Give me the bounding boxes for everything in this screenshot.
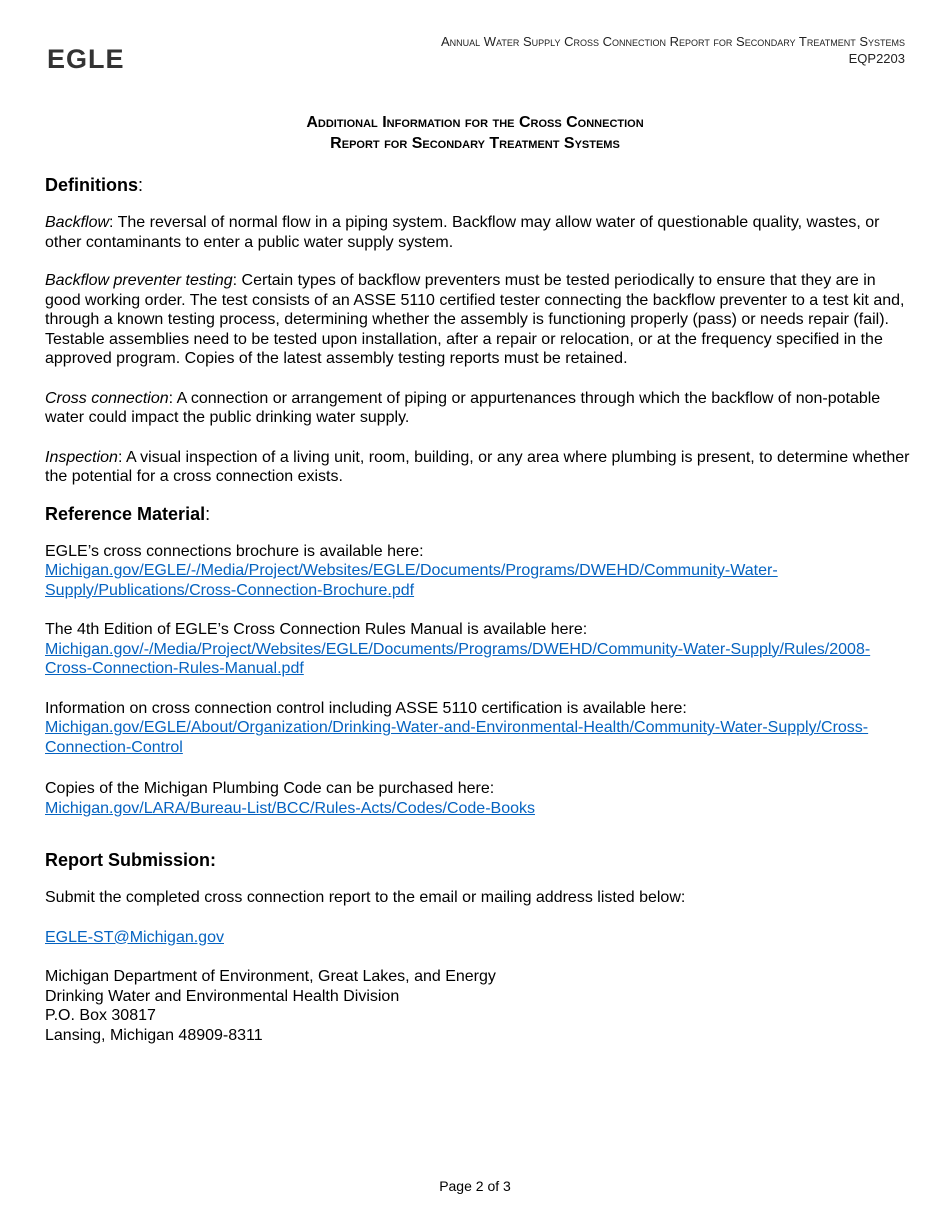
rules-manual-link[interactable]: Michigan.gov/-/Media/Project/Websites/EGLE/Documents/Programs/DWEHD/Community-Water-Supply/Rules/2008-Cross-Connection-Rules-Manual.pdf — [45, 640, 871, 677]
submission-instruction: Submit the completed cross connection report to the email or mailing address listed below: — [45, 889, 686, 906]
reference-item: EGLE’s cross connections brochure is available here: Michigan.gov/EGLE/-/Media/Project/Websites/EGLE/Documents/Programs/DWEHD/Community-Water-Supply/Publications/Cross-Connection-Brochure.pdf — [45, 542, 778, 599]
submission-email-line — [45, 928, 915, 948]
reference-heading: Reference Material: — [45, 503, 211, 524]
reference-item: Information on cross connection control including ASSE 5110 certification is available here: Michigan.gov/EGLE/About/Organization/Drinking-Water-and-Environmental-Health/Community-Water-Supply/Cross-Connection-Control — [45, 699, 869, 756]
brochure-link[interactable]: Michigan.gov/EGLE/-/Media/Project/Websites/EGLE/Documents/Programs/DWEHD/Community-Water-Supply/Publications/Cross-Connection-Brochure.pdf — [45, 562, 778, 599]
svg-text:EGLE: EGLE — [47, 44, 125, 70]
plumbing-code-link[interactable]: Michigan.gov/LARA/Bureau-List/BCC/Rules-Acts/Codes/Code-Books — [45, 799, 535, 817]
report-header — [441, 33, 905, 67]
report-title: Annual Water Supply Cross Connection Report for Secondary Treatment Systems — [440, 34, 905, 49]
definition-inspection: Inspection: A visual inspection of a living unit, room, building, or any area where plumbing is present, to determine whether the potential for a cross connection exists. — [45, 448, 910, 485]
submission-heading: Report Submission: — [45, 850, 217, 870]
egle-logo-icon — [47, 44, 127, 70]
definition-backflow-testing: Backflow preventer testing: Certain types of backflow preventers must be tested periodically to ensure that they are in good working order. The test consists of an ASSE 5110 certified tester connecting the backflow preventer to a test kit and, through a known testing process, determining whether the assembly is functioning properly (pass) or needs repair (fail). Testable assemblies need to be tested upon installation, after a repair or relocation, or at the frequency specified in the approved program. Copies of the latest assembly testing reports must be retained. — [45, 272, 905, 367]
definition-cross-connection: Cross connection: A connection or arrangement of piping or appurtenances through which the backflow of non-potable water could impact the public drinking water supply. — [45, 389, 881, 426]
cross-connection-control-link[interactable]: Michigan.gov/EGLE/About/Organization/Drinking-Water-and-Environmental-Health/Community-Water-Supply/Cross-Connection-Control — [45, 719, 869, 756]
definition-backflow: Backflow: The reversal of normal flow in a piping system. Backflow may allow water of questionable quality, wastes, or other contaminants to enter a public water supply system. — [45, 214, 880, 251]
page-title: Additional Information for the Cross Connection Report for Secondary Treatment Systems — [306, 114, 644, 152]
reference-item: Copies of the Michigan Plumbing Code can be purchased here: Michigan.gov/LARA/Bureau-List/BCC/Rules-Acts/Codes/Code-Books — [45, 780, 535, 817]
reference-item: The 4th Edition of EGLE’s Cross Connection Rules Manual is available here: Michigan.gov/-/Media/Project/Websites/EGLE/Documents/Programs/DWEHD/Community-Water-Supply/Rules/2008-Cross-Connection-Rules-Manual.pdf — [45, 621, 871, 677]
page-number: Page 2 of 3 — [439, 1178, 511, 1194]
form-number: EQP2203 — [848, 51, 905, 66]
email-link[interactable]: EGLE-ST@Michigan.gov — [45, 928, 224, 946]
definitions-heading: Definitions: — [45, 175, 144, 195]
egle-logo — [47, 44, 127, 75]
main-content — [45, 172, 915, 1045]
mailing-address: Michigan Department of Environment, Great Lakes, and Energy Drinking Water and Environmental Health Division P.O. Box 30817 Lansing, Michigan 48909-8311 — [45, 968, 496, 1044]
